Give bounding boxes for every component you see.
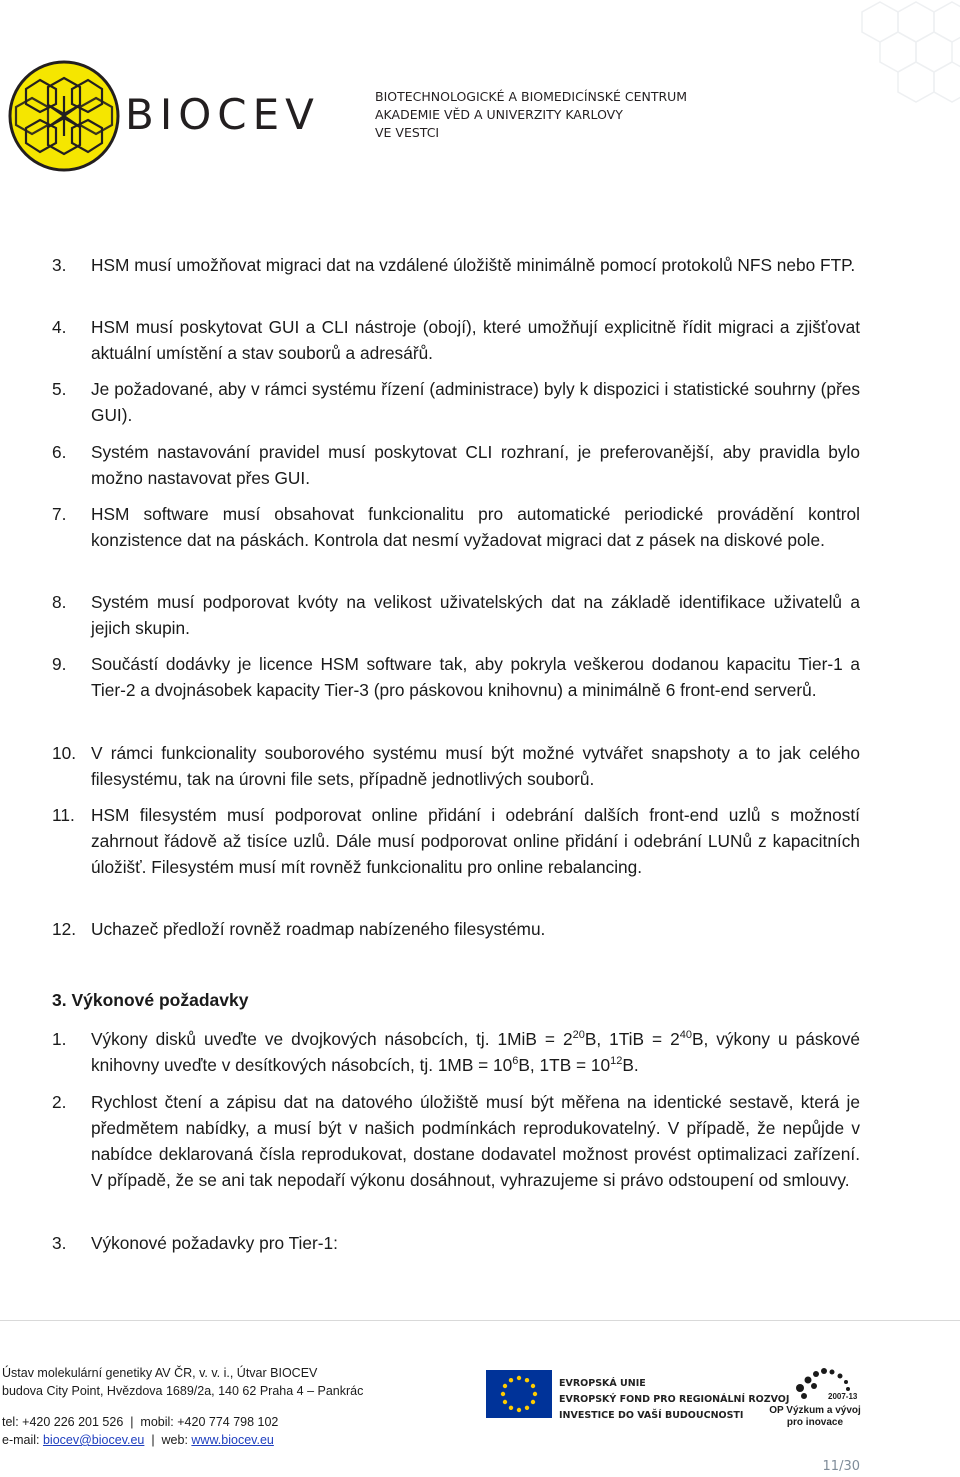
list-item — [52, 376, 860, 428]
superscript: 12 — [610, 1055, 623, 1068]
institution-line: VE VESTCI — [375, 125, 440, 140]
list-item-text — [91, 1026, 860, 1078]
list-item-text: V rámci funkcionality souborového systému musí být možné vytvářet snapshoty a to jak celého filesystému, tak na úrovni file sets, případně jednotlivých souborů. — [91, 743, 860, 789]
list-item-number: 2. — [52, 1092, 67, 1112]
list-item-text: HSM filesystém musí podporovat online přidání i odebrání dalších front-end uzlů s možností zahrnout řádově až tisíce uzlů. Dále musí podporovat online přidání i odebrání LUNů z kapacitních úložišť. Filesystém musí mít rovněž funkcionalitu pro online rebalancing. — [91, 805, 860, 877]
list-item-number: 5. — [52, 379, 67, 399]
biocev-logo-icon — [8, 60, 120, 172]
list-item-text: Uchazeč předloží rovněž roadmap nabízeného filesystému. — [91, 919, 546, 939]
footer-address — [2, 1364, 363, 1400]
op-line: pro inovace — [786, 1417, 844, 1428]
superscript: 40 — [679, 1029, 692, 1042]
list-item-text: Systém nastavování pravidel musí poskytovat CLI rozhraní, je preferovanější, aby pravidla bylo možno nastavovat přes GUI. — [91, 442, 860, 488]
list-item — [52, 501, 860, 553]
list-item — [52, 439, 860, 491]
institution-line: BIOTECHNOLOGICKÉ A BIOMEDICÍNSKÉ CENTRUM — [375, 89, 688, 104]
list-item — [52, 252, 860, 278]
web-label: | web: — [144, 1433, 192, 1447]
eu-flag-icon — [486, 1370, 552, 1418]
decorative-cubes-pattern — [700, 0, 960, 120]
eu-fund-text — [559, 1376, 789, 1424]
text-run: B, výkony u páskové knihovny uveďte v desítkových násobcích, tj. 1MB = 10 — [91, 1029, 861, 1075]
list-item-text: Součástí dodávky je licence HSM software tak, aby pokryla veškerou dodanou kapacitu Tier-1 a Tier-2 a dvojnásobek kapacity Tier-3 (pro páskovou knihovnu) a minimálně 6 front-end serverů. — [91, 654, 860, 700]
list-item-number: 6. — [52, 442, 67, 462]
email-link[interactable]: biocev@biocev.eu — [42, 1433, 145, 1447]
list-item — [52, 916, 860, 942]
list-item-number: 10. — [52, 743, 77, 763]
list-item-text: Systém musí podporovat kvóty na velikost uživatelských dat na základě identifikace uživatelů a jejich skupin. — [91, 592, 860, 638]
text-run: Výkony disků uveďte ve dvojkových násobcích, tj. 1MiB = 2 — [91, 1029, 573, 1049]
list-item-number: 11. — [52, 805, 75, 825]
list-item-number: 9. — [52, 654, 67, 674]
list-item-number: 7. — [52, 504, 67, 524]
eu-line: EVROPSKÁ UNIE — [559, 1378, 646, 1389]
web-link[interactable]: www.biocev.eu — [191, 1433, 274, 1447]
text-run: B, 1TiB = 2 — [584, 1029, 680, 1049]
list-item-number: 3. — [52, 255, 67, 275]
list-item-number: 12. — [52, 919, 77, 939]
page-number: 11/30 — [822, 1459, 860, 1474]
op-program-name — [764, 1405, 866, 1429]
list-item-text: HSM software musí obsahovat funkcionalitu pro automatické periodické provádění kontrol konzistence dat na páskách. Kontrola dat nesmí vyžadovat migraci dat z pásek na diskové pole. — [91, 504, 860, 550]
list-item-text: Je požadované, aby v rámci systému řízení (administrace) byly k dispozici i statistické souhrny (přes GUI). — [91, 379, 860, 425]
superscript: 20 — [572, 1029, 585, 1042]
list-item — [52, 740, 860, 792]
phone-line: tel: +420 226 201 526 | mobil: +420 774 798 102 — [2, 1415, 279, 1429]
email-label: e-mail: — [2, 1433, 43, 1447]
eu-line: EVROPSKÝ FOND PRO REGIONÁLNÍ ROZVOJ — [559, 1394, 790, 1405]
list-item-text: HSM musí umožňovat migraci dat na vzdálené úložiště minimálně pomocí protokolů NFS nebo FTP. — [91, 255, 856, 275]
list-item — [52, 1089, 860, 1193]
list-item-number: 3. — [52, 1233, 67, 1253]
brand-name: BIOCEV — [125, 90, 320, 139]
list-item-number: 1. — [52, 1029, 67, 1049]
text-run: B, 1TB = 10 — [518, 1055, 611, 1075]
institution-name — [375, 88, 687, 142]
op-line: OP Výzkum a vývoj — [769, 1405, 861, 1416]
email-web-line — [2, 1431, 278, 1449]
list-item — [52, 1230, 860, 1256]
superscript: 6 — [512, 1055, 519, 1068]
footer-divider — [0, 1320, 960, 1321]
list-item — [52, 802, 860, 880]
institution-line: AKADEMIE VĚD A UNIVERZITY KARLOVY — [375, 107, 623, 122]
text-run: B. — [622, 1055, 639, 1075]
address-line: Ústav molekulární genetiky AV ČR, v. v. i., Útvar BIOCEV — [2, 1366, 318, 1380]
list-item-text: HSM musí poskytovat GUI a CLI nástroje (obojí), které umožňují explicitně řídit migraci a zjišťovat aktuální umístění a stav souborů a adresářů. — [91, 317, 860, 363]
footer-contact — [2, 1413, 278, 1449]
list-item-text: Rychlost čtení a zápisu dat na datového úložiště musí být měřena na identické sestavě, která je předmětem nabídky, a musí být v našich podmínkách reprodukovatelný. V případě, že nepůjde v nabídce deklarovaná čísla reprodukovat, dostane dodavatel možnost provést optimalizaci zařízení. V případě, že se ani tak nepodaří výkonu dosáhnout, vyhrazujeme si právo odstoupení od smlouvy. — [91, 1092, 860, 1190]
list-item-number: 4. — [52, 317, 67, 337]
list-item — [52, 589, 860, 641]
list-item — [52, 651, 860, 703]
list-item-number: 8. — [52, 592, 67, 612]
list-item — [52, 1026, 860, 1078]
section-heading: 3. Výkonové požadavky — [52, 990, 249, 1010]
list-item-text: Výkonové požadavky pro Tier-1: — [91, 1233, 338, 1253]
list-item — [52, 314, 860, 366]
op-years: 2007-13 — [828, 1392, 858, 1401]
eu-line: INVESTICE DO VAŠÍ BUDOUCNOSTI — [559, 1410, 744, 1421]
address-line: budova City Point, Hvězdova 1689/2a, 140 62 Praha 4 – Pankrác — [2, 1384, 364, 1398]
